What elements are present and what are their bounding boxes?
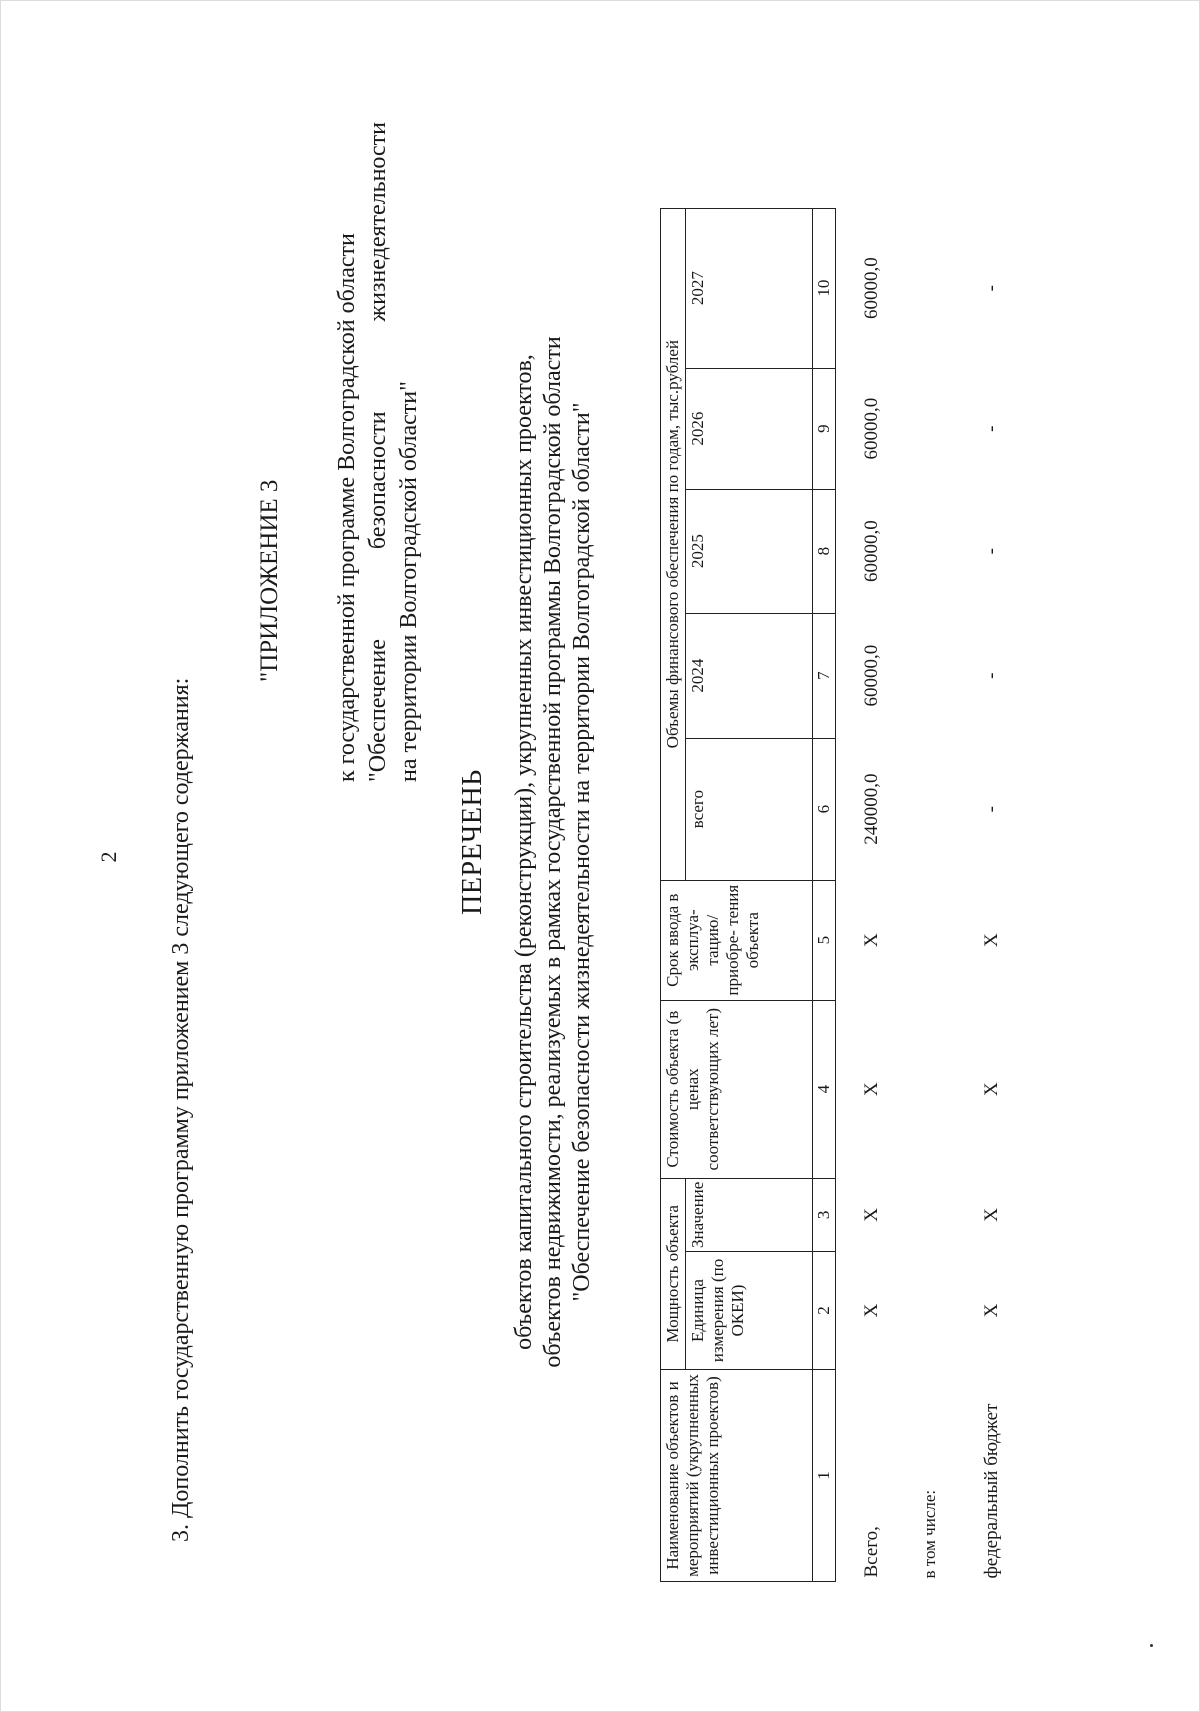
cell-value: X: [981, 1207, 1002, 1222]
header-value: Значение: [686, 1178, 813, 1251]
column-number-row: [813, 208, 836, 1581]
header-cost: Стоимость объекта (в ценах соответствующих лет): [661, 1000, 813, 1178]
appendix-line-2: [363, 122, 394, 782]
cell-year-2027: -: [981, 285, 1002, 292]
cell-year-2025: 60000,0: [861, 520, 882, 583]
appendix-line-2-part-a: "Обеспечение: [365, 639, 391, 782]
appendix-title: "ПРИЛОЖЕНИЕ 3: [256, 479, 283, 682]
cell-year-2027: 60000,0: [861, 257, 882, 320]
cell-unit: X: [861, 1303, 882, 1318]
cell-year-2026: -: [981, 425, 1002, 432]
cell-year-2026: 60000,0: [861, 397, 882, 460]
cell-year-2024: 60000,0: [861, 644, 882, 707]
appendix-line-1: к государственной программе Волгоградской области: [334, 233, 360, 782]
cell-value: X: [861, 1207, 882, 1222]
row-label: в том числе:: [920, 1489, 939, 1579]
table-header-row-1: [661, 208, 686, 1581]
cell-year-2024: -: [981, 672, 1002, 679]
column-number: 10: [813, 208, 836, 368]
column-number: 7: [813, 613, 836, 738]
header-funding: Объемы финансового обеспечения по годам, тыс.рублей: [661, 208, 686, 880]
scan-speck: [1150, 1644, 1153, 1647]
header-total: всего: [686, 738, 813, 880]
cell-cost: X: [981, 1082, 1002, 1097]
header-year-2025: 2025: [686, 489, 813, 613]
cell-term: X: [861, 933, 882, 948]
cell-total: -: [981, 806, 1002, 813]
header-year-2027: 2027: [686, 208, 813, 368]
column-number: 6: [813, 738, 836, 880]
list-subtitle-line-3: "Обеспечение безопасности жизнедеятельности на территории Волгоградской области": [569, 402, 595, 1302]
header-unit: Единица измерения (по ОКЕИ): [686, 1252, 813, 1370]
list-subtitle-line-1: объектов капитального строительства (реконструкции), укрупненных инвестиционных проектов,: [511, 354, 537, 1350]
appendix-line-2-part-b: безопасности: [365, 411, 391, 550]
cell-total: 240000,0: [861, 773, 882, 845]
appendix-reference: [332, 122, 425, 782]
page-number: 2: [96, 851, 121, 863]
cell-unit: X: [981, 1303, 1002, 1318]
list-title: ПЕРЕЧЕНЬ: [457, 769, 488, 915]
objects-table: [660, 208, 1024, 1582]
appendix-line-3: на территории Волгоградской области": [396, 381, 422, 782]
cell-cost: X: [861, 1082, 882, 1097]
header-year-2024: 2024: [686, 613, 813, 738]
column-number: 5: [813, 880, 836, 1000]
header-name: Наименование объектов и мероприятий (укрупненных инвестиционных проектов): [661, 1370, 813, 1582]
table-row-federal: [952, 208, 1024, 1581]
table-row-including: [894, 208, 952, 1581]
header-capacity: Мощность объекта: [661, 1178, 686, 1369]
cell-year-2025: -: [981, 548, 1002, 555]
column-number: 8: [813, 489, 836, 613]
column-number: 4: [813, 1000, 836, 1178]
column-number: 2: [813, 1252, 836, 1370]
header-term: Срок ввода в эксплуа- тацию/ приобре- тения объекта: [661, 880, 813, 1000]
column-number: 9: [813, 368, 836, 489]
appendix-line-2-part-c: жизнедеятельности: [365, 121, 391, 322]
table-row-total: [836, 208, 895, 1581]
list-subtitle-line-2: объектов недвижимости, реализуемых в рамках государственной программы Волгоградской области: [540, 336, 566, 1368]
intro-paragraph: 3. Дополнить государственную программу приложением 3 следующего содержания:: [168, 677, 194, 1542]
list-subtitle: [510, 212, 597, 1492]
column-number: 1: [813, 1370, 836, 1582]
cell-term: X: [981, 933, 1002, 948]
row-label: Всего,: [861, 1526, 882, 1578]
column-number: 3: [813, 1178, 836, 1251]
row-label: федеральный бюджет: [981, 1403, 1002, 1579]
header-year-2026: 2026: [686, 368, 813, 489]
